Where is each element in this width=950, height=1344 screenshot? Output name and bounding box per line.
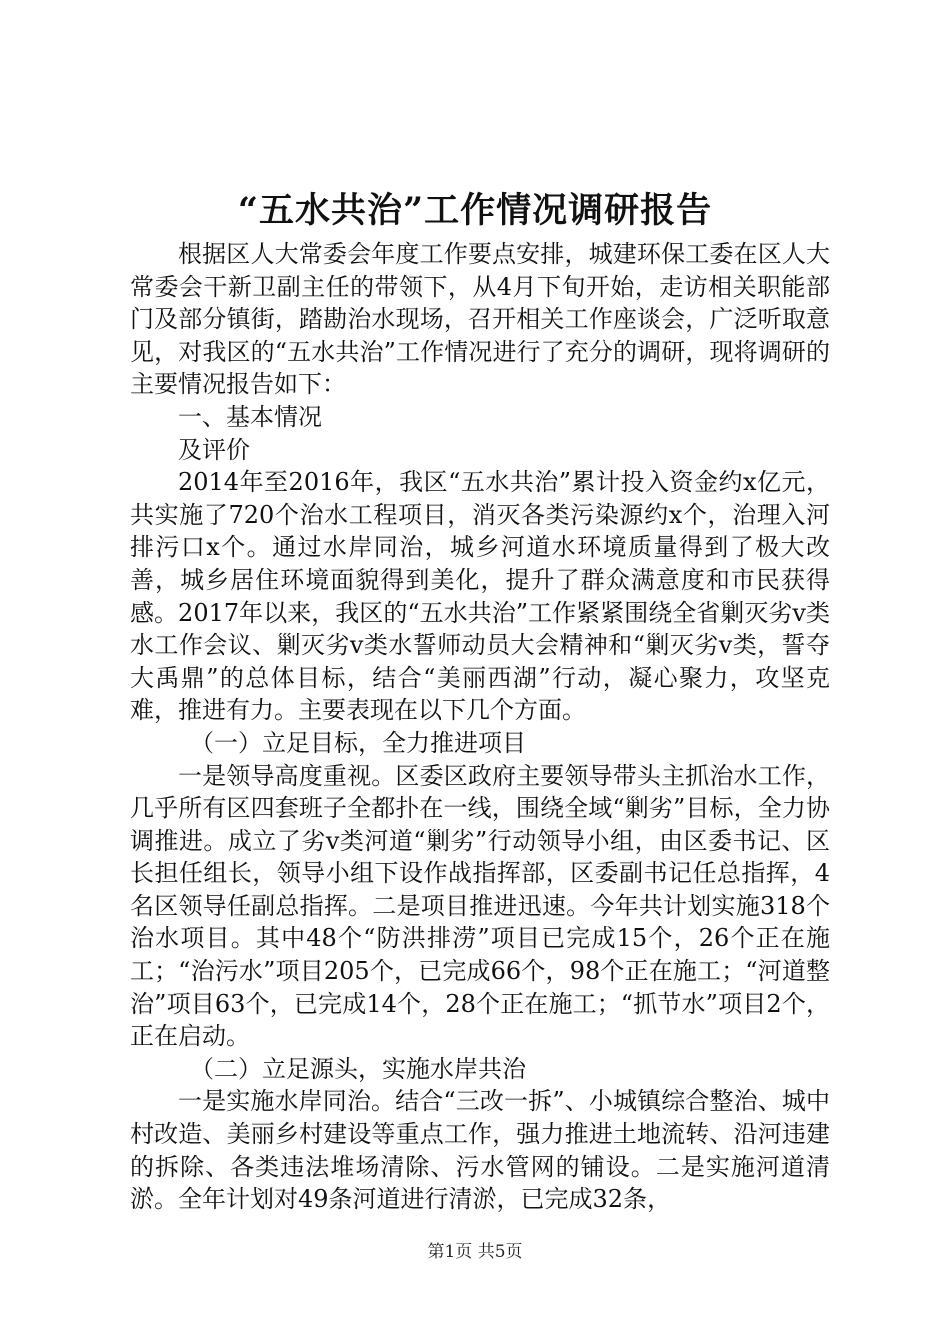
subsection2-paragraph: 一是实施水岸同治。结合“三改一拆”、小城镇综合整治、城中村改造、美丽乡村建设等重点工作，强力推进土地流转、沿河违建的拆除、各类违法堆场清除、污水管网的铺设。二是实施河道清淤。全年计划对49条河道进行清淤，已完成32条， <box>130 1087 830 1214</box>
section1-paragraph: 2014年至2016年，我区“五水共治”累计投入资金约x亿元，共实施了720个治水工程项目，消灭各类污染源约x个，治理入河排污口x个。通过水岸同治，城乡河道水环境质量得到了极大改善，城乡居住环境面貌得到美化，提升了群众满意度和市民获得感。2017年以来，我区的“五水共治”工作紧紧围绕全省剿灭劣v类水工作会议、剿灭劣v类水誓师动员大会精神和“剿灭劣v类，誓夺大禹鼎”的总体目标，结合“美丽西湖”行动，凝心聚力，攻坚克难，推进有力。主要表现在以下几个方面。 <box>130 468 830 725</box>
subsection1-paragraph: 一是领导高度重视。区委区政府主要领导带头主抓治水工作，几乎所有区四套班子全都扑在一线，围绕全域“剿劣”目标，全力协调推进。成立了劣v类河道“剿劣”行动领导小组，由区委书记、区长担任组长，领导小组下设作战指挥部，区委副书记任总指挥，4名区领导任副总指挥。二是项目推进迅速。今年共计划实施318个治水项目。其中48个“防洪排涝”项目已完成15个，26个正在施工；“治污水”项目205个，已完成66个，98个正在施工；“河道整治”项目63个，已完成14个，28个正在施工；“抓节水”项目2个，正在启动。 <box>130 761 830 1051</box>
subsection-heading-source: （二）立足源头，实施水岸共治 <box>190 1054 526 1083</box>
section-heading-basic-situation: 一、基本情况 <box>178 402 322 431</box>
intro-paragraph: 根据区人大常委会年度工作要点安排，城建环保工委在区人大常委会干新卫副主任的带领下，从4月下旬开始，走访相关职能部门及部分镇街，踏勘治水现场，召开相关工作座谈会，广泛听取意见，对我区的“五水共治”工作情况进行了充分的调研，现将调研的主要情况报告如下： <box>130 240 830 399</box>
page-footer: 第1页 共5页 <box>427 1242 523 1262</box>
document-body <box>130 238 830 1216</box>
section-heading-evaluation: 及评价 <box>178 435 250 464</box>
document-title: “五水共治”工作情况调研报告 <box>237 190 713 231</box>
subsection-heading-targets: （一）立足目标，全力推进项目 <box>190 728 526 757</box>
